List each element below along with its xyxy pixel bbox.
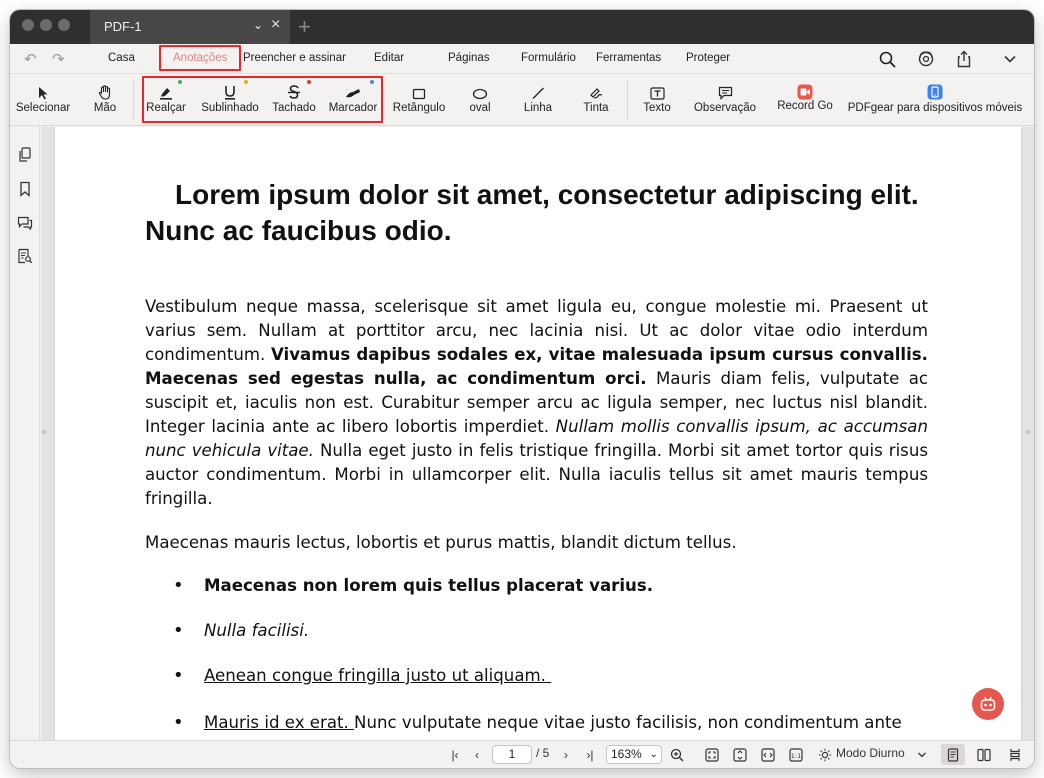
zoom-window-button[interactable] [58, 19, 70, 31]
status-bar [10, 740, 1034, 768]
ink-pen-icon [588, 74, 604, 102]
tool-tinta[interactable]: Tinta [580, 74, 612, 126]
share-icon[interactable] [953, 48, 975, 70]
fit-page-icon[interactable] [703, 746, 721, 764]
fit-width-icon[interactable] [759, 746, 777, 764]
left-sidebar [10, 127, 40, 740]
app-window [10, 10, 1034, 768]
annotation-toolbar [10, 74, 1034, 126]
color-dot [244, 80, 248, 84]
highlighter-icon [158, 74, 174, 102]
tool-sublinhado[interactable]: Sublinhado [198, 74, 262, 126]
marker-icon [344, 74, 362, 102]
strikethrough-icon [287, 74, 301, 102]
menu-paginas[interactable]: Páginas [448, 52, 490, 64]
two-page-view-button[interactable] [972, 744, 996, 765]
prev-page-button[interactable]: ‹ [475, 748, 479, 762]
underline-icon [223, 74, 237, 102]
highlight-box-menu [159, 45, 241, 71]
zoom-select[interactable]: 163% ⌄ [606, 745, 662, 764]
comment-icon [718, 74, 733, 102]
sidebar-resize-handle[interactable] [42, 430, 46, 434]
menu-editar[interactable]: Editar [374, 52, 405, 64]
tool-selecionar[interactable]: Selecionar [14, 74, 72, 126]
search-document-icon[interactable] [17, 248, 33, 264]
tool-observacao[interactable]: Observação [692, 74, 758, 126]
last-page-button[interactable]: ›| [586, 748, 594, 762]
tool-marcador[interactable]: Marcador [326, 74, 380, 126]
chevron-down-icon[interactable]: ⌄ [253, 18, 264, 32]
tool-tachado[interactable]: Tachado [270, 74, 318, 126]
tab-title: PDF-1 [104, 19, 142, 34]
fit-height-icon[interactable] [731, 746, 749, 764]
paragraph-1: Vestibulum neque massa, scelerisque sit amet ligula eu, congue molestie mi. Praesent ut varius sem. Nullam at porttitor arcu, nec lacinia nisi. Ut ac dolor vitae odio interdum condimentum. Vivamus dapibus sodales ex, vitae malesuada ipsum cursus convallis. Maecenas sed egestas nulla, ac condimentum orci. Mauris diam felis, vulputate ac suscipit et, iaculis non est. Curabitur semper arcu ac ligula semper, nec luctus nisl blandit. Integer lacinia ante ac libero lobortis imperdiet. Nullam mollis convallis ipsum, ac accumsan nunc vehicula vitae. Nulla eget justo in felis tristique fringilla. Morbi sit amet tortor quis risus auctor condimentum. Morbi in ullamcorper elit. Nulla iaculis tellus sit amet mauris tempus fringilla. [145, 297, 928, 508]
day-mode-select[interactable]: Modo Diurno [836, 746, 905, 760]
menu-bar [10, 44, 1034, 74]
panel-resize-handle[interactable] [1026, 430, 1030, 434]
support-icon[interactable] [915, 48, 937, 70]
search-icon[interactable] [876, 48, 898, 70]
menu-ferramentas[interactable]: Ferramentas [596, 52, 662, 64]
undo-icon[interactable]: ↶ [24, 51, 37, 68]
tool-texto[interactable]: Texto [640, 74, 674, 126]
rectangle-icon [412, 74, 426, 102]
menu-proteger[interactable]: Proteger [686, 52, 731, 64]
pdf-page: Lorem ipsum dolor sit amet, consectetur adipiscing elit. Nunc ac faucibus odio. Vestibulum neque massa, scelerisque sit amet ligula eu, congue molestie mi. Praesent ut varius sem. Nullam at porttitor arcu, nec lacinia nisi. Ut ac dolor vitae odio interdum condimentum. Vivamus dapibus sodales ex, vitae malesuada ipsum cursus convallis. Maecenas sed egestas nulla, ac condimentum orci. Mauris diam felis, vulputate ac suscipit et, iaculis non est. Curabitur semper arcu ac ligula semper, nec luctus nisl blandit. Integer lacinia ante ac libero lobortis imperdiet. Nullam mollis convallis ipsum, ac accumsan nunc vehicula vitae. Nulla eget justo in felis tristique fringilla. Morbi sit amet tortor quis risus auctor condimentum. Morbi in ullamcorper elit. Nulla iaculis tellus sit amet mauris tempus fringilla. Maecenas mauris lectus, lobortis et purus mattis, blandit dictum tellus. • Maecenas non lorem quis tellus placerat varius. • Nulla facilisi. • Aenean congue fringilla justo ut aliquam. • Mauris id ex erat. Nunc vulputate neque vitae justo facilisis, non condimentum ante [55, 127, 1021, 740]
document-tab[interactable] [90, 10, 290, 44]
color-dot [307, 80, 311, 84]
oval-icon [472, 74, 488, 102]
zoom-in-icon[interactable] [668, 746, 686, 764]
assistant-button[interactable] [972, 688, 1004, 720]
next-page-button[interactable]: › [564, 748, 568, 762]
chevron-down-icon[interactable] [999, 48, 1021, 70]
close-icon[interactable]: × [271, 16, 281, 33]
chevron-down-icon: ⌄ [649, 749, 658, 760]
minimize-window-button[interactable] [40, 19, 52, 31]
color-dot [370, 80, 374, 84]
title-bar [10, 10, 1034, 44]
first-page-button[interactable]: |‹ [451, 748, 459, 762]
hand-icon [98, 74, 112, 102]
new-tab-button[interactable]: + [298, 14, 311, 39]
tool-pdfgear-mobile[interactable]: PDFgear para dispositivos móveis [844, 74, 1026, 126]
mobile-device-icon [927, 74, 943, 102]
chevron-down-icon[interactable] [913, 746, 931, 764]
page-total: / 5 [536, 746, 550, 760]
page-number-input[interactable]: 1 [492, 745, 532, 764]
tool-record-go[interactable]: Record Go [774, 74, 836, 126]
document-title: Lorem ipsum dolor sit amet, consectetur adipiscing elit. Nunc ac faucibus odio. [145, 179, 919, 246]
text-box-icon [650, 74, 665, 102]
line-icon [531, 74, 545, 102]
bookmark-icon[interactable] [17, 181, 33, 197]
tool-retangulo[interactable]: Retângulo [390, 74, 448, 126]
menu-preencher-e-assinar[interactable]: Preencher e assinar [243, 52, 346, 64]
close-window-button[interactable] [22, 19, 34, 31]
pointer-icon [37, 74, 49, 102]
menu-casa[interactable]: Casa [108, 52, 135, 64]
menu-anotacoes[interactable]: Anotações [173, 52, 228, 64]
sun-icon [816, 746, 834, 764]
tool-oval[interactable]: oval [465, 74, 495, 126]
redo-icon[interactable]: ↷ [52, 51, 65, 68]
menu-formulario[interactable]: Formulário [521, 52, 576, 64]
comments-icon[interactable] [17, 215, 33, 231]
color-dot [178, 80, 182, 84]
continuous-view-button[interactable] [1003, 744, 1027, 765]
robot-icon [978, 694, 998, 714]
document-viewport[interactable] [41, 127, 1034, 740]
toolbar-separator [133, 80, 134, 120]
actual-size-icon[interactable] [787, 746, 805, 764]
tool-mao[interactable]: Mão [90, 74, 120, 126]
toolbar-separator [627, 80, 628, 120]
thumbnails-icon[interactable] [17, 147, 33, 163]
single-page-view-button[interactable] [941, 744, 965, 765]
record-icon [797, 74, 813, 102]
tool-linha[interactable]: Linha [521, 74, 555, 126]
paragraph-2: Maecenas mauris lectus, lobortis et purus mattis, blandit dictum tellus. [145, 533, 737, 552]
tool-realcar[interactable]: Realçar [143, 74, 189, 126]
svg-text:1:1: 1:1 [790, 752, 802, 760]
